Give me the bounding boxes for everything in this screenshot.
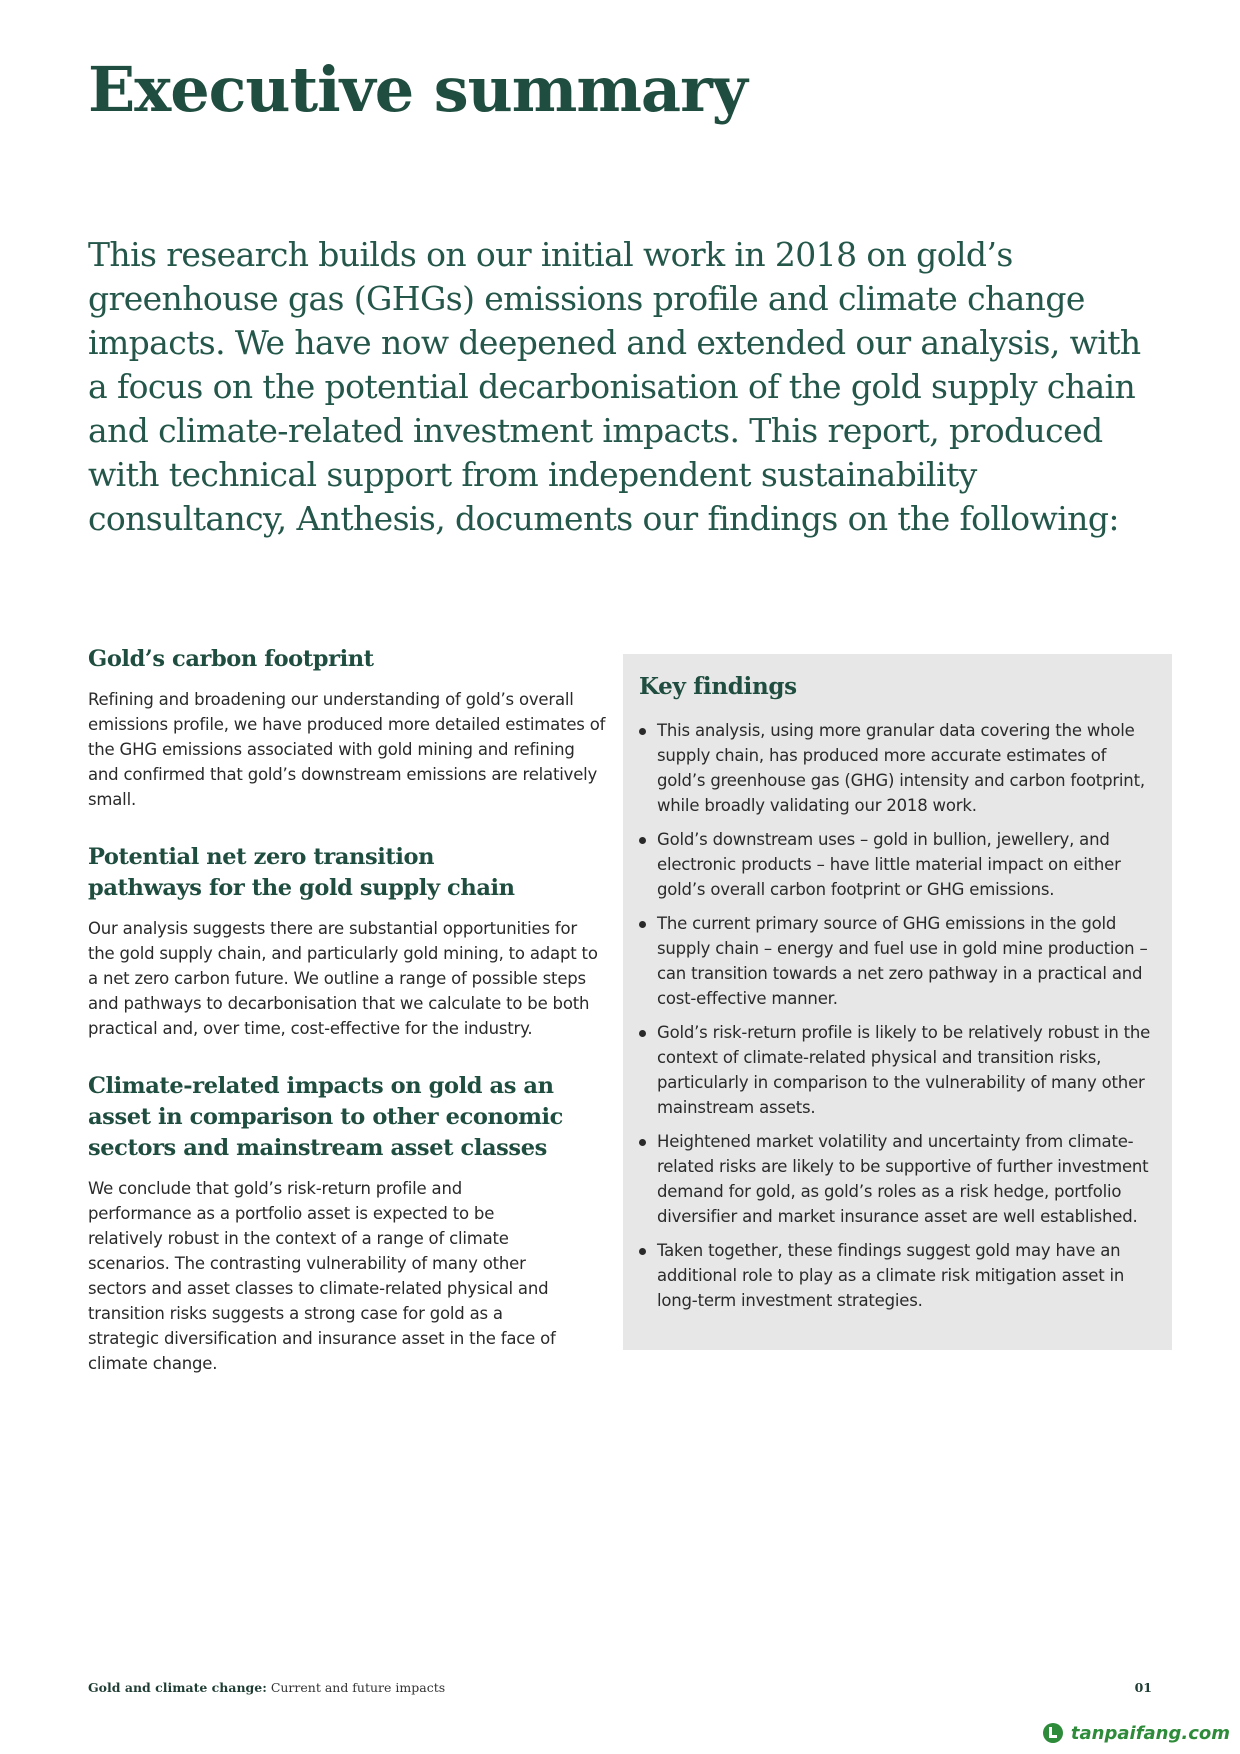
- finding-text: Taken together, these findings suggest gold may have an additional role to play as a climate risk mitigation asset in long-term investment strategies.: [657, 1241, 1125, 1310]
- intro-paragraph: This research builds on our initial work in 2018 on gold’s greenhouse gas (GHGs) emissions profile and climate change impacts. We have now deepened and extended our analysis, with a focus on the potential decarbonisation of the gold supply chain and climate-related investment impacts. This report, produced with technical support from independent sustainability consultancy, Anthesis, documents our findings on the following:: [88, 235, 1141, 538]
- finding-text: Gold’s downstream uses – gold in bullion, jewellery, and electronic products – have little material impact on either gold’s overall carbon footprint or GHG emissions.: [657, 830, 1121, 899]
- finding-text: The current primary source of GHG emissions in the gold supply chain – energy and fuel use in gold mine production – can transition towards a net zero pathway in a practical and cost-effective manner.: [657, 914, 1148, 1008]
- finding-text: Gold’s risk-return profile is likely to be relatively robust in the context of climate-related physical and transition risks, particularly in comparison to the vulnerability of many other mainstream assets.: [657, 1023, 1151, 1117]
- list-item: [639, 1238, 1156, 1313]
- key-findings-box: [623, 654, 1172, 1350]
- list-item: [639, 827, 1156, 902]
- key-findings-list: [639, 718, 1156, 1313]
- section-heading: Potential net zero transition pathways for the gold supply chain: [88, 844, 515, 901]
- bullet-icon: [639, 1248, 646, 1255]
- section-carbon-footprint: [88, 644, 608, 812]
- watermark: [1043, 1718, 1230, 1748]
- page-number: 01: [1134, 1680, 1152, 1695]
- section-heading: Gold’s carbon footprint: [88, 646, 374, 672]
- finding-text: This analysis, using more granular data covering the whole supply chain, has produced more accurate estimates of gold’s greenhouse gas (GHG) intensity and carbon footprint, while broadly validating our 2018 work.: [657, 721, 1145, 815]
- page-footer: [88, 1678, 1152, 1698]
- bullet-icon: [639, 728, 646, 735]
- watermark-logo-icon: [1043, 1723, 1063, 1743]
- page-title: Executive summary: [88, 53, 747, 126]
- section-body: Refining and broadening our understanding of gold’s overall emissions profile, we have produced more detailed estimates of the GHG emissions associated with gold mining and refining and confirmed that gold’s downstream emissions are relatively small.: [88, 690, 606, 809]
- list-item: [639, 718, 1156, 818]
- list-item: [639, 1020, 1156, 1120]
- section-heading: Climate-related impacts on gold as an asset in comparison to other economic sectors and mainstream asset classes: [88, 1073, 563, 1161]
- section-body: We conclude that gold’s risk-return profile and performance as a portfolio asset is expected to be relatively robust in the context of a range of climate scenarios. The contrasting vulnerability of many other sectors and asset classes to climate-related physical and transition risks suggests a strong case for gold as a strategic diversification and insurance asset in the face of climate change.: [88, 1179, 556, 1373]
- section-body: Our analysis suggests there are substantial opportunities for the gold supply chain, and particularly gold mining, to adapt to a net zero carbon future. We outline a range of possible steps and pathways to decarbonisation that we calculate to be both practical and, over time, cost-effective for the industry.: [88, 919, 598, 1038]
- watermark-text: tanpaifang.com: [1070, 1722, 1230, 1744]
- summary-sections: [88, 644, 608, 1406]
- bullet-icon: [639, 1030, 646, 1037]
- footer-report-title: Gold and climate change:: [88, 1680, 267, 1695]
- bullet-icon: [639, 837, 646, 844]
- footer-report-subtitle: Current and future impacts: [266, 1680, 446, 1695]
- finding-text: Heightened market volatility and uncertainty from climate-related risks are likely to be supportive of further investment demand for gold, as gold’s roles as a risk hedge, portfolio diversifier and market insurance asset are well established.: [657, 1132, 1149, 1226]
- section-net-zero-pathways: [88, 842, 608, 1041]
- bullet-icon: [639, 921, 646, 928]
- bullet-icon: [639, 1139, 646, 1146]
- section-climate-impacts: [88, 1071, 608, 1376]
- key-findings-heading: Key findings: [639, 673, 797, 700]
- list-item: [639, 911, 1156, 1011]
- list-item: [639, 1129, 1156, 1229]
